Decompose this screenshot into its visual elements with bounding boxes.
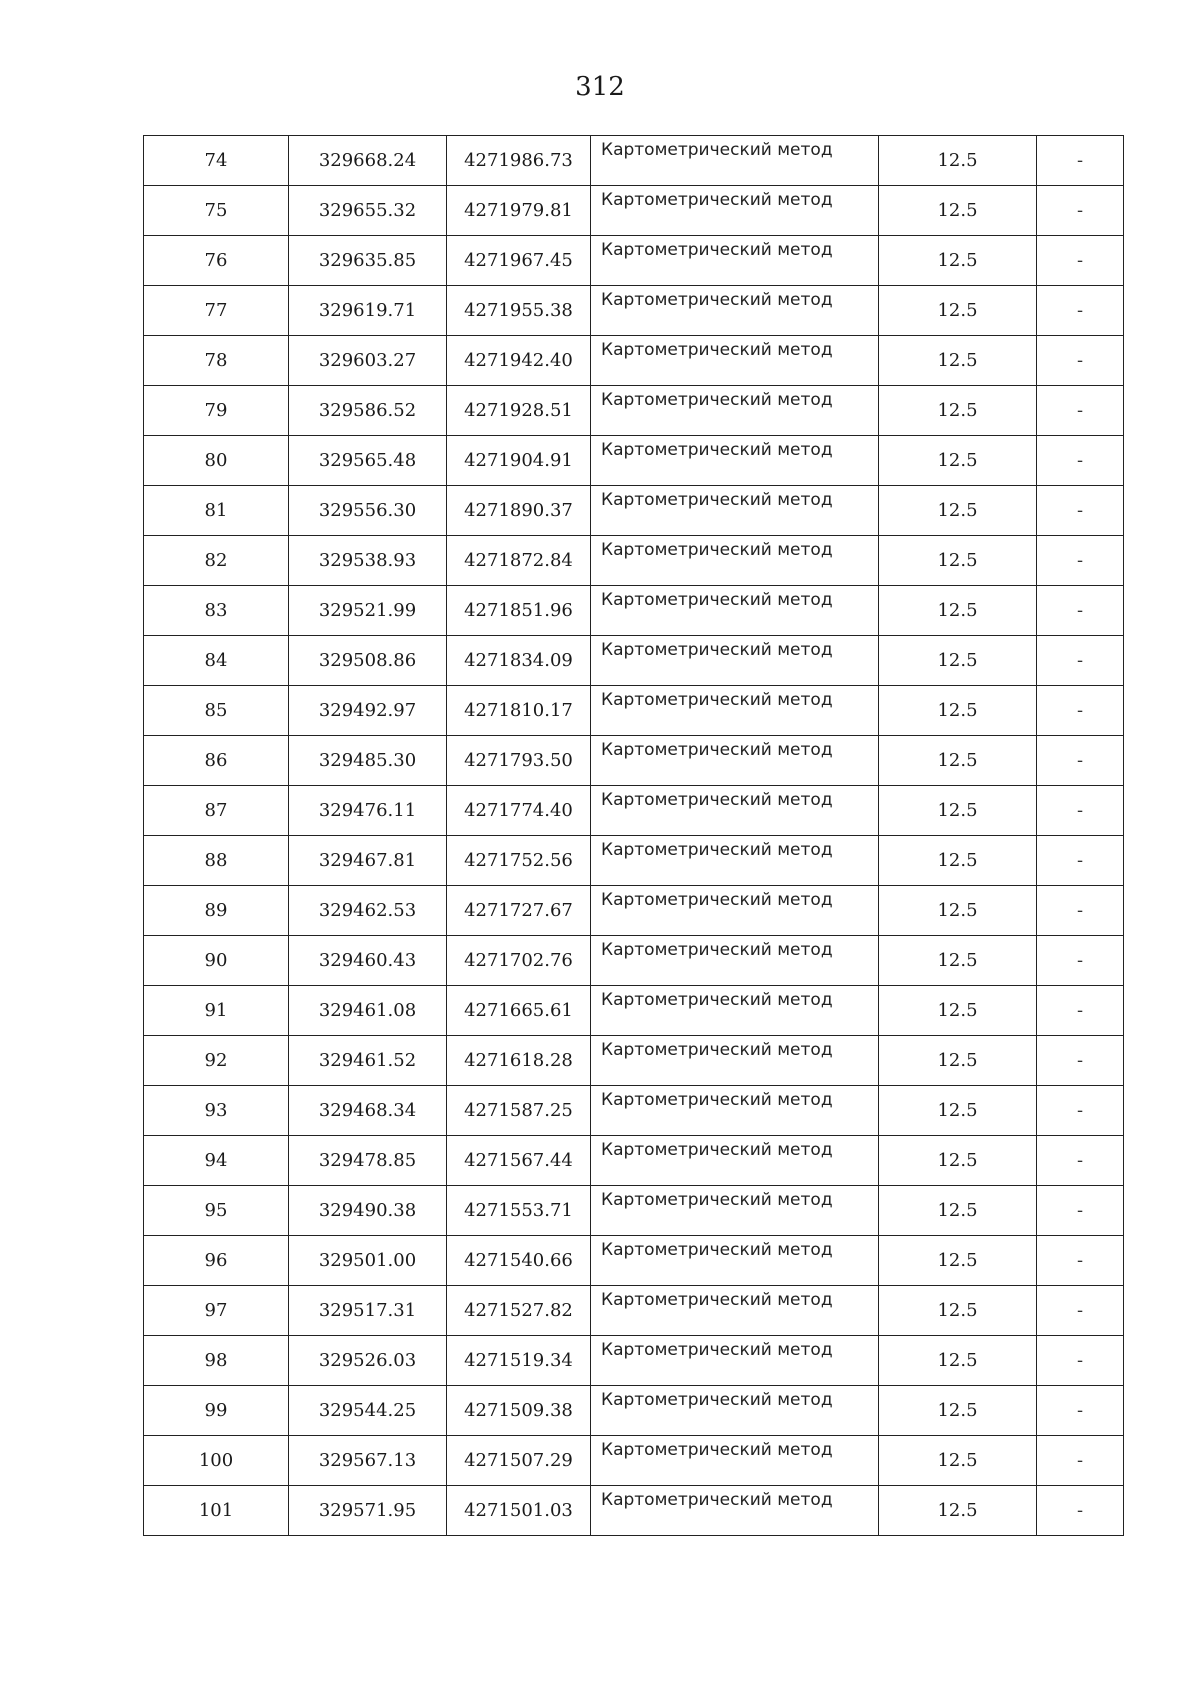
method-cell: Картометрический метод <box>591 886 879 936</box>
x-coordinate-cell: 329586.52 <box>289 386 447 436</box>
x-coordinate-cell: 329517.31 <box>289 1286 447 1336</box>
coordinates-table <box>143 135 1124 1536</box>
page-number: 312 <box>575 72 625 102</box>
note-cell: - <box>1037 336 1124 386</box>
table-row <box>144 1136 1124 1186</box>
y-coordinate-cell: 4271793.50 <box>447 736 591 786</box>
x-coordinate-cell: 329462.53 <box>289 886 447 936</box>
point-number-cell: 79 <box>144 386 289 436</box>
y-coordinate-cell: 4271702.76 <box>447 936 591 986</box>
point-number-cell: 78 <box>144 336 289 386</box>
x-coordinate-cell: 329501.00 <box>289 1236 447 1286</box>
precision-cell: 12.5 <box>879 836 1037 886</box>
y-coordinate-cell: 4271567.44 <box>447 1136 591 1186</box>
y-coordinate-cell: 4271587.25 <box>447 1086 591 1136</box>
x-coordinate-cell: 329556.30 <box>289 486 447 536</box>
y-coordinate-cell: 4271507.29 <box>447 1436 591 1486</box>
y-coordinate-cell: 4271872.84 <box>447 536 591 586</box>
note-cell: - <box>1037 286 1124 336</box>
precision-cell: 12.5 <box>879 436 1037 486</box>
y-coordinate-cell: 4271890.37 <box>447 486 591 536</box>
method-cell: Картометрический метод <box>591 736 879 786</box>
precision-cell: 12.5 <box>879 1036 1037 1086</box>
precision-cell: 12.5 <box>879 536 1037 586</box>
point-number-cell: 81 <box>144 486 289 536</box>
point-number-cell: 92 <box>144 1036 289 1086</box>
y-coordinate-cell: 4271509.38 <box>447 1386 591 1436</box>
table-row <box>144 1086 1124 1136</box>
point-number-cell: 99 <box>144 1386 289 1436</box>
method-cell: Картометрический метод <box>591 1086 879 1136</box>
note-cell: - <box>1037 786 1124 836</box>
x-coordinate-cell: 329467.81 <box>289 836 447 886</box>
point-number-cell: 86 <box>144 736 289 786</box>
precision-cell: 12.5 <box>879 1286 1037 1336</box>
table-row <box>144 686 1124 736</box>
precision-cell: 12.5 <box>879 286 1037 336</box>
table-row <box>144 1186 1124 1236</box>
note-cell: - <box>1037 1186 1124 1236</box>
note-cell: - <box>1037 386 1124 436</box>
precision-cell: 12.5 <box>879 1186 1037 1236</box>
precision-cell: 12.5 <box>879 636 1037 686</box>
note-cell: - <box>1037 636 1124 686</box>
method-cell: Картометрический метод <box>591 1286 879 1336</box>
precision-cell: 12.5 <box>879 236 1037 286</box>
precision-cell: 12.5 <box>879 936 1037 986</box>
table-row <box>144 636 1124 686</box>
point-number-cell: 94 <box>144 1136 289 1186</box>
precision-cell: 12.5 <box>879 1236 1037 1286</box>
method-cell: Картометрический метод <box>591 536 879 586</box>
note-cell: - <box>1037 236 1124 286</box>
method-cell: Картометрический метод <box>591 1136 879 1186</box>
precision-cell: 12.5 <box>879 1086 1037 1136</box>
precision-cell: 12.5 <box>879 986 1037 1036</box>
table-row <box>144 836 1124 886</box>
x-coordinate-cell: 329460.43 <box>289 936 447 986</box>
note-cell: - <box>1037 1386 1124 1436</box>
method-cell: Картометрический метод <box>591 936 879 986</box>
x-coordinate-cell: 329603.27 <box>289 336 447 386</box>
point-number-cell: 76 <box>144 236 289 286</box>
x-coordinate-cell: 329526.03 <box>289 1336 447 1386</box>
y-coordinate-cell: 4271527.82 <box>447 1286 591 1336</box>
point-number-cell: 85 <box>144 686 289 736</box>
y-coordinate-cell: 4271727.67 <box>447 886 591 936</box>
point-number-cell: 88 <box>144 836 289 886</box>
point-number-cell: 95 <box>144 1186 289 1236</box>
table-row <box>144 1486 1124 1536</box>
table-row <box>144 286 1124 336</box>
y-coordinate-cell: 4271618.28 <box>447 1036 591 1086</box>
point-number-cell: 97 <box>144 1286 289 1336</box>
x-coordinate-cell: 329619.71 <box>289 286 447 336</box>
y-coordinate-cell: 4271810.17 <box>447 686 591 736</box>
method-cell: Картометрический метод <box>591 436 879 486</box>
y-coordinate-cell: 4271986.73 <box>447 136 591 186</box>
y-coordinate-cell: 4271501.03 <box>447 1486 591 1536</box>
method-cell: Картометрический метод <box>591 286 879 336</box>
precision-cell: 12.5 <box>879 686 1037 736</box>
table-row <box>144 386 1124 436</box>
method-cell: Картометрический метод <box>591 236 879 286</box>
x-coordinate-cell: 329461.52 <box>289 1036 447 1086</box>
table-row <box>144 486 1124 536</box>
table-row <box>144 336 1124 386</box>
x-coordinate-cell: 329565.48 <box>289 436 447 486</box>
x-coordinate-cell: 329468.34 <box>289 1086 447 1136</box>
note-cell: - <box>1037 1486 1124 1536</box>
point-number-cell: 77 <box>144 286 289 336</box>
precision-cell: 12.5 <box>879 586 1037 636</box>
y-coordinate-cell: 4271955.38 <box>447 286 591 336</box>
point-number-cell: 89 <box>144 886 289 936</box>
x-coordinate-cell: 329655.32 <box>289 186 447 236</box>
x-coordinate-cell: 329567.13 <box>289 1436 447 1486</box>
method-cell: Картометрический метод <box>591 786 879 836</box>
table-row <box>144 1286 1124 1336</box>
x-coordinate-cell: 329538.93 <box>289 536 447 586</box>
table-row <box>144 536 1124 586</box>
method-cell: Картометрический метод <box>591 686 879 736</box>
note-cell: - <box>1037 986 1124 1036</box>
precision-cell: 12.5 <box>879 386 1037 436</box>
table-row <box>144 1386 1124 1436</box>
table-row <box>144 186 1124 236</box>
x-coordinate-cell: 329635.85 <box>289 236 447 286</box>
point-number-cell: 83 <box>144 586 289 636</box>
precision-cell: 12.5 <box>879 136 1037 186</box>
note-cell: - <box>1037 136 1124 186</box>
note-cell: - <box>1037 886 1124 936</box>
table-row <box>144 586 1124 636</box>
table-row <box>144 1436 1124 1486</box>
method-cell: Картометрический метод <box>591 1336 879 1386</box>
x-coordinate-cell: 329478.85 <box>289 1136 447 1186</box>
table-row <box>144 886 1124 936</box>
precision-cell: 12.5 <box>879 186 1037 236</box>
note-cell: - <box>1037 1086 1124 1136</box>
y-coordinate-cell: 4271979.81 <box>447 186 591 236</box>
point-number-cell: 87 <box>144 786 289 836</box>
y-coordinate-cell: 4271665.61 <box>447 986 591 1036</box>
table-row <box>144 1036 1124 1086</box>
x-coordinate-cell: 329485.30 <box>289 736 447 786</box>
x-coordinate-cell: 329492.97 <box>289 686 447 736</box>
precision-cell: 12.5 <box>879 786 1037 836</box>
method-cell: Картометрический метод <box>591 836 879 886</box>
table-row <box>144 236 1124 286</box>
precision-cell: 12.5 <box>879 1486 1037 1536</box>
point-number-cell: 96 <box>144 1236 289 1286</box>
y-coordinate-cell: 4271942.40 <box>447 336 591 386</box>
table-row <box>144 136 1124 186</box>
note-cell: - <box>1037 1036 1124 1086</box>
method-cell: Картометрический метод <box>591 1036 879 1086</box>
note-cell: - <box>1037 1136 1124 1186</box>
x-coordinate-cell: 329476.11 <box>289 786 447 836</box>
note-cell: - <box>1037 586 1124 636</box>
y-coordinate-cell: 4271928.51 <box>447 386 591 436</box>
precision-cell: 12.5 <box>879 1386 1037 1436</box>
method-cell: Картометрический метод <box>591 1436 879 1486</box>
y-coordinate-cell: 4271904.91 <box>447 436 591 486</box>
note-cell: - <box>1037 1236 1124 1286</box>
method-cell: Картометрический метод <box>591 136 879 186</box>
method-cell: Картометрический метод <box>591 486 879 536</box>
table-row <box>144 786 1124 836</box>
table-row <box>144 1336 1124 1386</box>
point-number-cell: 93 <box>144 1086 289 1136</box>
y-coordinate-cell: 4271967.45 <box>447 236 591 286</box>
point-number-cell: 82 <box>144 536 289 586</box>
method-cell: Картометрический метод <box>591 186 879 236</box>
x-coordinate-cell: 329668.24 <box>289 136 447 186</box>
point-number-cell: 75 <box>144 186 289 236</box>
note-cell: - <box>1037 1336 1124 1386</box>
precision-cell: 12.5 <box>879 1136 1037 1186</box>
table-row <box>144 986 1124 1036</box>
point-number-cell: 84 <box>144 636 289 686</box>
precision-cell: 12.5 <box>879 486 1037 536</box>
precision-cell: 12.5 <box>879 886 1037 936</box>
x-coordinate-cell: 329571.95 <box>289 1486 447 1536</box>
y-coordinate-cell: 4271834.09 <box>447 636 591 686</box>
precision-cell: 12.5 <box>879 336 1037 386</box>
precision-cell: 12.5 <box>879 736 1037 786</box>
note-cell: - <box>1037 536 1124 586</box>
x-coordinate-cell: 329508.86 <box>289 636 447 686</box>
note-cell: - <box>1037 1436 1124 1486</box>
table-row <box>144 736 1124 786</box>
y-coordinate-cell: 4271851.96 <box>447 586 591 636</box>
method-cell: Картометрический метод <box>591 1486 879 1536</box>
point-number-cell: 90 <box>144 936 289 986</box>
y-coordinate-cell: 4271540.66 <box>447 1236 591 1286</box>
method-cell: Картометрический метод <box>591 1236 879 1286</box>
x-coordinate-cell: 329521.99 <box>289 586 447 636</box>
point-number-cell: 100 <box>144 1436 289 1486</box>
table-row <box>144 436 1124 486</box>
note-cell: - <box>1037 186 1124 236</box>
precision-cell: 12.5 <box>879 1436 1037 1486</box>
x-coordinate-cell: 329490.38 <box>289 1186 447 1236</box>
x-coordinate-cell: 329544.25 <box>289 1386 447 1436</box>
y-coordinate-cell: 4271519.34 <box>447 1336 591 1386</box>
note-cell: - <box>1037 936 1124 986</box>
method-cell: Картометрический метод <box>591 986 879 1036</box>
y-coordinate-cell: 4271774.40 <box>447 786 591 836</box>
precision-cell: 12.5 <box>879 1336 1037 1386</box>
point-number-cell: 91 <box>144 986 289 1036</box>
method-cell: Картометрический метод <box>591 386 879 436</box>
note-cell: - <box>1037 686 1124 736</box>
method-cell: Картометрический метод <box>591 1186 879 1236</box>
y-coordinate-cell: 4271553.71 <box>447 1186 591 1236</box>
method-cell: Картометрический метод <box>591 636 879 686</box>
method-cell: Картометрический метод <box>591 1386 879 1436</box>
point-number-cell: 80 <box>144 436 289 486</box>
note-cell: - <box>1037 1286 1124 1336</box>
x-coordinate-cell: 329461.08 <box>289 986 447 1036</box>
note-cell: - <box>1037 736 1124 786</box>
y-coordinate-cell: 4271752.56 <box>447 836 591 886</box>
method-cell: Картометрический метод <box>591 336 879 386</box>
point-number-cell: 74 <box>144 136 289 186</box>
coordinates-table-body <box>144 136 1124 1536</box>
note-cell: - <box>1037 436 1124 486</box>
table-row <box>144 936 1124 986</box>
point-number-cell: 101 <box>144 1486 289 1536</box>
note-cell: - <box>1037 486 1124 536</box>
method-cell: Картометрический метод <box>591 586 879 636</box>
point-number-cell: 98 <box>144 1336 289 1386</box>
table-row <box>144 1236 1124 1286</box>
note-cell: - <box>1037 836 1124 886</box>
